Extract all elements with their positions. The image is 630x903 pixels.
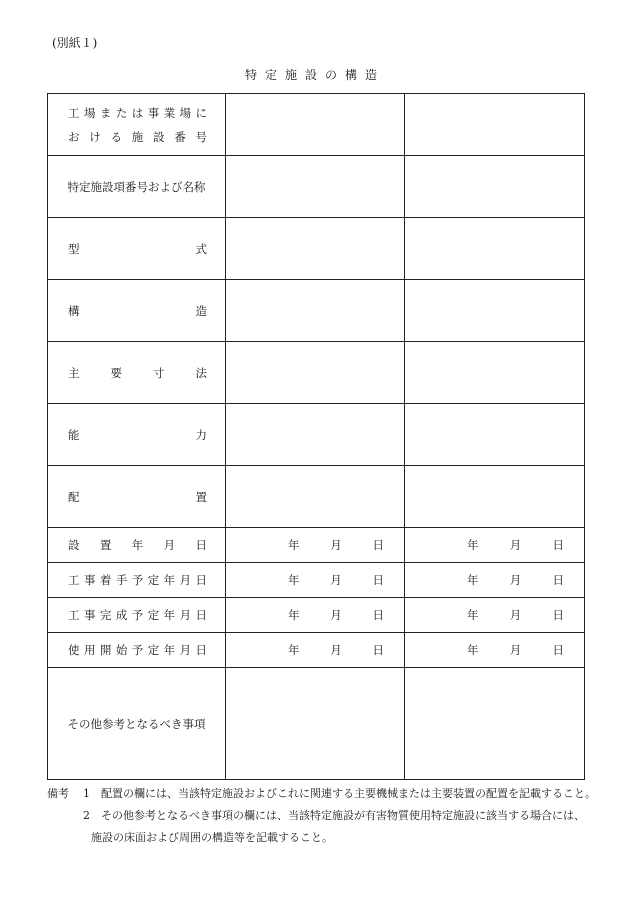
date-unit-day: 日 bbox=[372, 538, 384, 552]
label-char: 予 bbox=[131, 643, 144, 657]
page-title: 特定施設の構造 bbox=[244, 68, 385, 82]
label-char: 号 bbox=[195, 129, 207, 144]
remark-text: 配置の欄には、当該特定施設およびこれに関連する主要機械または主要装置の配置を記載すること。 bbox=[101, 787, 596, 800]
label-char: 業 bbox=[163, 105, 176, 120]
row-label-facility-number bbox=[48, 94, 226, 156]
label-char: 場 bbox=[83, 105, 96, 120]
label-char: は bbox=[131, 105, 144, 120]
row-label-model bbox=[48, 218, 226, 280]
cell-model-2[interactable] bbox=[405, 218, 585, 280]
cell-install-date-2[interactable] bbox=[405, 528, 585, 563]
label-char: 定 bbox=[147, 573, 160, 587]
remark-text: その他参考となるべき事項の欄には、当該特定施設が有害物質使用特定施設に該当する場合には、 bbox=[101, 809, 585, 822]
date-unit-year: 年 bbox=[288, 643, 300, 657]
label-char: 事 bbox=[83, 573, 96, 587]
date-unit-month: 月 bbox=[330, 643, 342, 657]
label-char: 予 bbox=[131, 573, 144, 587]
row-label-dimensions bbox=[48, 342, 226, 404]
label-char: 年 bbox=[163, 573, 176, 587]
label-char: 開 bbox=[99, 643, 112, 657]
facility-structure-table bbox=[47, 93, 585, 780]
date-unit-day: 日 bbox=[372, 643, 384, 657]
label-char: 要 bbox=[110, 365, 122, 380]
label-char: る bbox=[110, 129, 122, 144]
table-row bbox=[48, 563, 585, 598]
label-char: 年 bbox=[131, 538, 144, 552]
label-char: 構 bbox=[68, 303, 80, 318]
label-char: 主 bbox=[68, 365, 80, 380]
date-unit-day: 日 bbox=[552, 538, 564, 552]
cell-facility-number-2[interactable] bbox=[405, 94, 585, 156]
date-unit-day: 日 bbox=[552, 608, 564, 622]
label-char: 式 bbox=[195, 241, 207, 256]
label-char: 置 bbox=[195, 489, 207, 504]
label-char: 成 bbox=[115, 608, 128, 622]
cell-spec-number-name-1[interactable] bbox=[226, 156, 405, 218]
label-char: 施 bbox=[131, 129, 144, 144]
label-char: 工 bbox=[68, 573, 80, 587]
label-char: 完 bbox=[99, 608, 112, 622]
date-unit-year: 年 bbox=[288, 573, 300, 587]
label-char: 手 bbox=[115, 573, 128, 587]
label-char: 能 bbox=[68, 427, 80, 442]
label-char: 着 bbox=[99, 573, 112, 587]
row-label-install-date bbox=[48, 528, 226, 563]
table-row bbox=[48, 528, 585, 563]
remarks bbox=[47, 783, 607, 849]
table-row bbox=[48, 633, 585, 668]
label-char: 寸 bbox=[153, 365, 165, 380]
cell-other-1[interactable] bbox=[226, 668, 405, 780]
label-char: 月 bbox=[179, 608, 192, 622]
label-char: 力 bbox=[195, 427, 207, 442]
label-char: 日 bbox=[195, 573, 207, 587]
table-row bbox=[48, 668, 585, 780]
date-unit-month: 月 bbox=[330, 538, 342, 552]
label-char: 月 bbox=[179, 573, 192, 587]
date-unit-day: 日 bbox=[372, 608, 384, 622]
label-char: 定 bbox=[147, 643, 160, 657]
label-char: に bbox=[195, 105, 207, 120]
date-unit-year: 年 bbox=[467, 643, 479, 657]
row-label-layout bbox=[48, 466, 226, 528]
label-char: 日 bbox=[195, 643, 207, 657]
cell-dimensions-2[interactable] bbox=[405, 342, 585, 404]
label-char: 月 bbox=[179, 643, 192, 657]
table-row bbox=[48, 342, 585, 404]
label-char: 工 bbox=[68, 105, 80, 120]
row-label-structure bbox=[48, 280, 226, 342]
table-row bbox=[48, 94, 585, 156]
table-row bbox=[48, 404, 585, 466]
label-char: 日 bbox=[195, 608, 207, 622]
date-unit-year: 年 bbox=[467, 538, 479, 552]
remark-text: 施設の床面および周囲の構造等を記載すること。 bbox=[91, 831, 333, 844]
label-char: 置 bbox=[99, 538, 112, 552]
date-unit-day: 日 bbox=[552, 643, 564, 657]
cell-layout-1[interactable] bbox=[226, 466, 405, 528]
table-row bbox=[48, 156, 585, 218]
table-row bbox=[48, 280, 585, 342]
label-char: け bbox=[89, 129, 101, 144]
label-char: 年 bbox=[163, 643, 176, 657]
cell-facility-number-1[interactable] bbox=[226, 94, 405, 156]
label-char: ま bbox=[99, 105, 112, 120]
remarks-heading: 備考 bbox=[47, 787, 69, 800]
label-char: 定 bbox=[147, 608, 160, 622]
label-char: お bbox=[68, 129, 80, 144]
label-char: 番 bbox=[174, 129, 186, 144]
label-char: 事 bbox=[147, 105, 160, 120]
cell-capacity-2[interactable] bbox=[405, 404, 585, 466]
label-char: 予 bbox=[131, 608, 144, 622]
table-row bbox=[48, 598, 585, 633]
label-char: 事 bbox=[83, 608, 96, 622]
date-unit-day: 日 bbox=[372, 573, 384, 587]
date-unit-month: 月 bbox=[330, 573, 342, 587]
annex-label: (別紙１) bbox=[52, 36, 98, 50]
cell-capacity-1[interactable] bbox=[226, 404, 405, 466]
date-unit-month: 月 bbox=[509, 573, 522, 587]
cell-other-2[interactable] bbox=[405, 668, 585, 780]
row-label-capacity bbox=[48, 404, 226, 466]
label-char: 設 bbox=[153, 129, 165, 144]
cell-complete-date-2[interactable] bbox=[405, 598, 585, 633]
date-unit-month: 月 bbox=[330, 608, 342, 622]
label-char: 場 bbox=[179, 105, 192, 120]
date-unit-year: 年 bbox=[467, 608, 479, 622]
cell-layout-2[interactable] bbox=[405, 466, 585, 528]
date-unit-month: 月 bbox=[509, 608, 522, 622]
cell-use-start-date-1[interactable] bbox=[226, 633, 405, 668]
cell-structure-1[interactable] bbox=[226, 280, 405, 342]
cell-structure-2[interactable] bbox=[405, 280, 585, 342]
label-char: 造 bbox=[195, 303, 207, 318]
date-unit-year: 年 bbox=[288, 538, 300, 552]
cell-model-1[interactable] bbox=[226, 218, 405, 280]
label-char: 日 bbox=[195, 538, 207, 552]
date-unit-day: 日 bbox=[552, 573, 564, 587]
remark-number: 1 bbox=[83, 787, 90, 800]
label-char: た bbox=[115, 105, 128, 120]
row-label-complete-date bbox=[48, 598, 226, 633]
label-char: 工 bbox=[68, 608, 80, 622]
row-label-spec-number-name: 特定施設項番号および名称 bbox=[48, 156, 226, 218]
table-row bbox=[48, 466, 585, 528]
date-unit-year: 年 bbox=[467, 573, 479, 587]
date-unit-month: 月 bbox=[509, 643, 522, 657]
label-char: 始 bbox=[115, 643, 128, 657]
remark-number: 2 bbox=[83, 809, 90, 822]
row-label-use-start-date bbox=[48, 633, 226, 668]
table-row bbox=[48, 218, 585, 280]
cell-spec-number-name-2[interactable] bbox=[405, 156, 585, 218]
label-char: 型 bbox=[68, 241, 80, 256]
cell-dimensions-1[interactable] bbox=[226, 342, 405, 404]
row-label-other: その他参考となるべき事項 bbox=[48, 668, 226, 780]
label-char: 配 bbox=[68, 489, 80, 504]
cell-use-start-date-2[interactable] bbox=[405, 633, 585, 668]
row-label-start-work-date bbox=[48, 563, 226, 598]
cell-install-date-1[interactable] bbox=[226, 528, 405, 563]
label-char: 用 bbox=[83, 643, 96, 657]
label-char: 年 bbox=[163, 608, 176, 622]
label-char: 使 bbox=[68, 643, 80, 657]
cell-complete-date-1[interactable] bbox=[226, 598, 405, 633]
label-char: 月 bbox=[163, 538, 176, 552]
label-char: 法 bbox=[195, 365, 207, 380]
cell-start-work-date-2[interactable] bbox=[405, 563, 585, 598]
date-unit-year: 年 bbox=[288, 608, 300, 622]
label-char: 設 bbox=[68, 538, 80, 552]
cell-start-work-date-1[interactable] bbox=[226, 563, 405, 598]
date-unit-month: 月 bbox=[509, 538, 522, 552]
